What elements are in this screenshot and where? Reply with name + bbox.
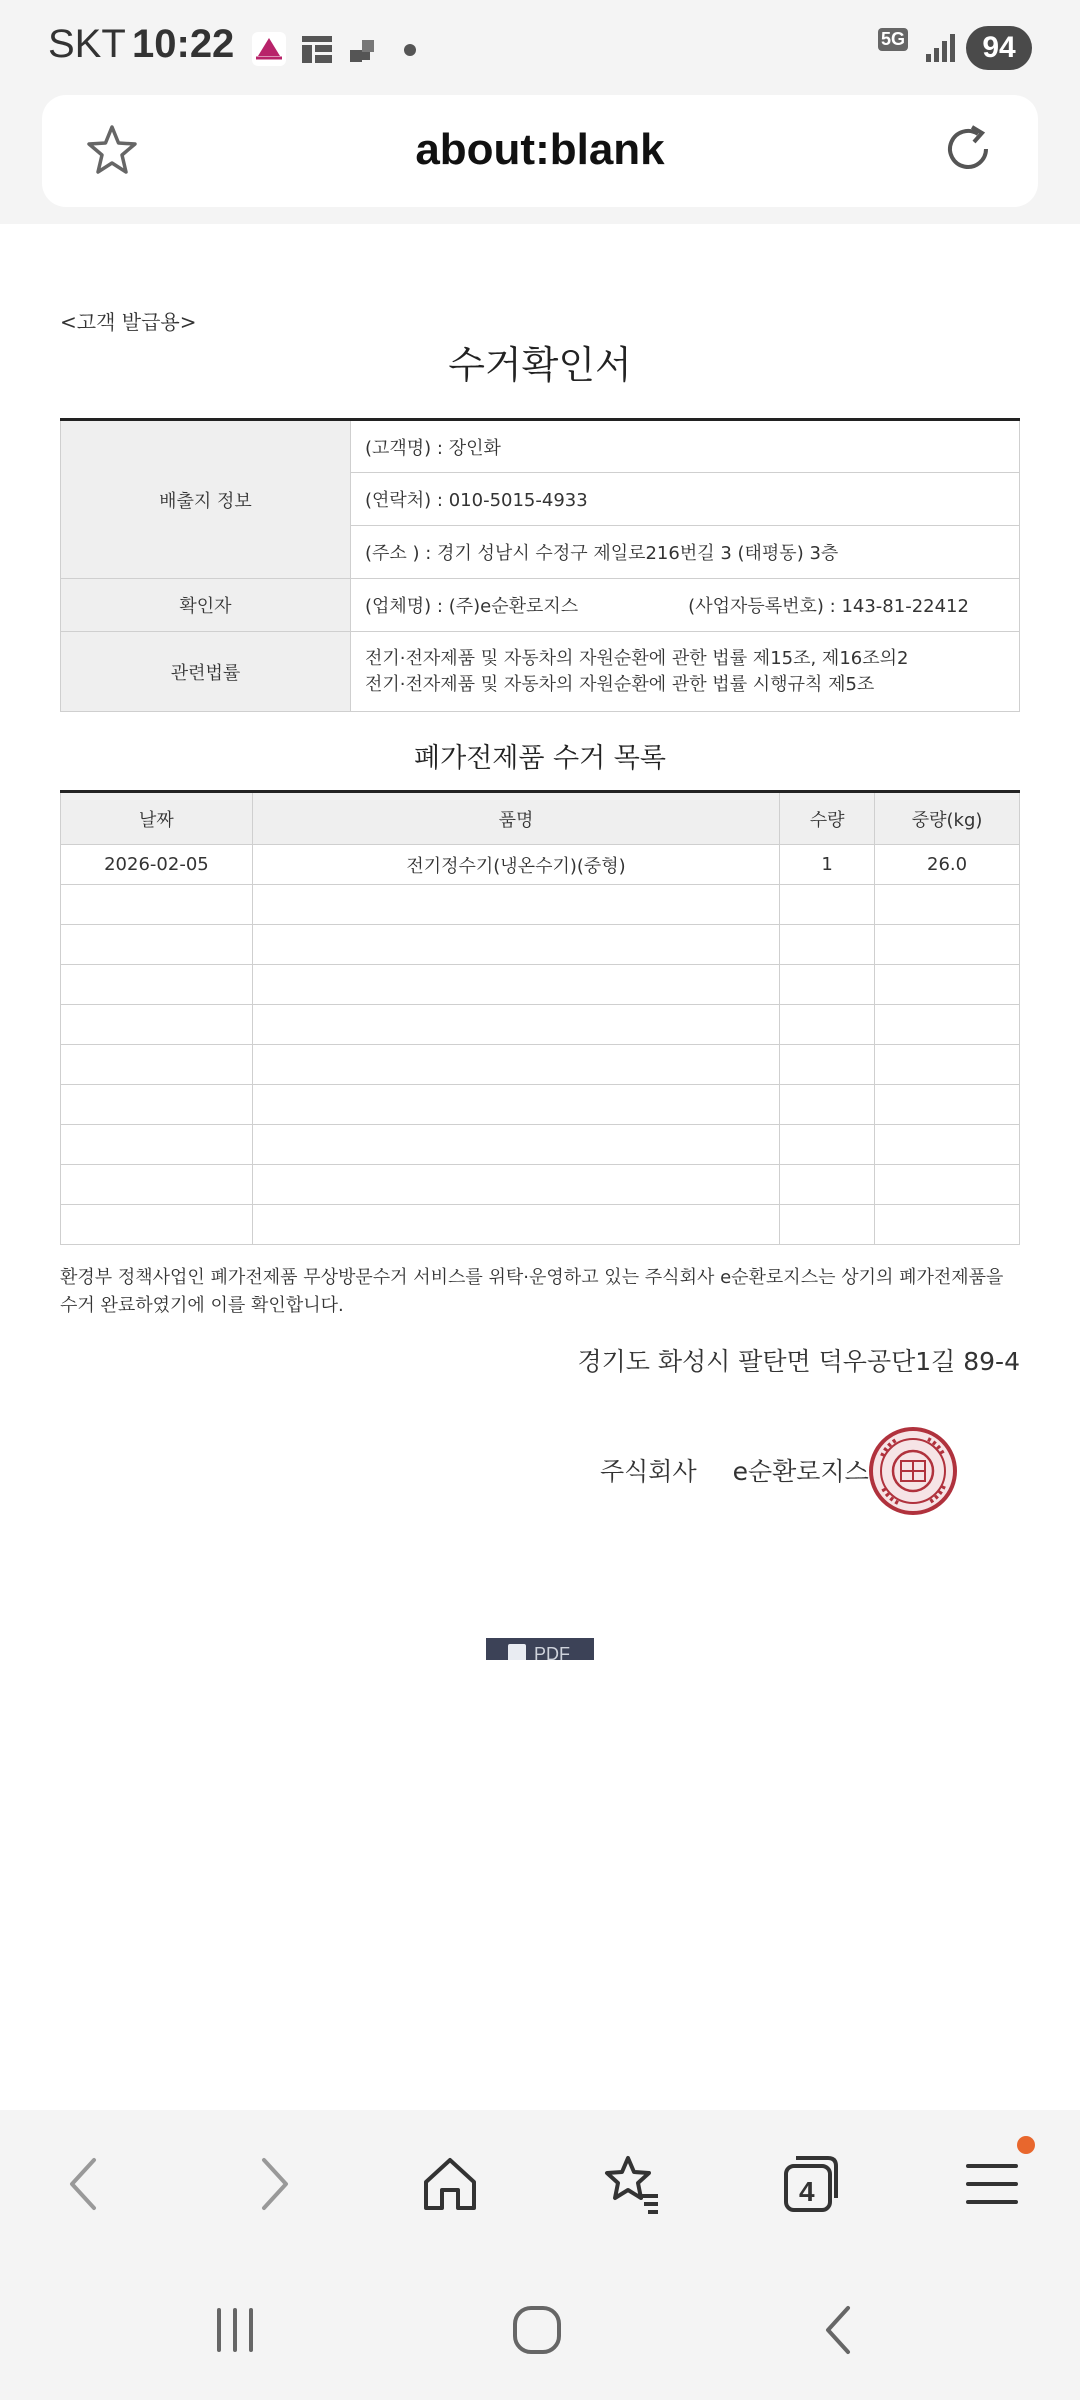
cell-weight (875, 1005, 1020, 1045)
cell-item (252, 1085, 779, 1125)
tab-count: 4 (799, 2176, 815, 2207)
business-number: (사업자등록번호) : 143-81-22412 (688, 596, 969, 617)
cell-date (61, 925, 253, 965)
carrier-label: SKT (48, 22, 126, 66)
cell-item (252, 1005, 779, 1045)
cell-weight (875, 1125, 1020, 1165)
cell-weight (875, 965, 1020, 1005)
cell-item (252, 885, 779, 925)
confirmer-label: 확인자 (61, 579, 351, 632)
cell-weight (875, 1205, 1020, 1245)
table-row (61, 885, 1020, 925)
forward-icon[interactable] (240, 2152, 304, 2216)
confirmer-info (351, 579, 1020, 632)
cell-date: 2026-02-05 (61, 845, 253, 885)
table-row (61, 845, 1020, 885)
law-line: 전기·전자제품 및 자동차의 자원순환에 관한 법률 시행규칙 제5조 (365, 673, 875, 695)
pdf-icon (508, 1644, 526, 1660)
pdf-download-button[interactable] (486, 1638, 594, 1660)
table-row (61, 965, 1020, 1005)
home-icon[interactable] (418, 2152, 482, 2216)
table-row (61, 1165, 1020, 1205)
table-row (61, 1205, 1020, 1245)
grid-notification-icon (300, 32, 334, 66)
cell-item (252, 1125, 779, 1165)
gallery-notification-icon (346, 32, 380, 66)
clock: 10:22 (132, 22, 235, 66)
table-row (61, 1005, 1020, 1045)
issue-label: <고객 발급용> (60, 310, 197, 334)
app-notification-icon (252, 32, 286, 66)
origin-label: 배출지 정보 (61, 420, 351, 579)
cell-date (61, 1125, 253, 1165)
more-notifications-dot (404, 44, 416, 56)
cell-date (61, 1005, 253, 1045)
cell-weight (875, 1085, 1020, 1125)
cell-quantity: 1 (780, 845, 875, 885)
cell-date (61, 1205, 253, 1245)
company-name: (업체명) : (주)e순환로지스 (365, 596, 579, 617)
table-row (61, 1125, 1020, 1165)
customer-name: (고객명) : 장인화 (351, 420, 1020, 473)
cell-weight (875, 885, 1020, 925)
home-icon[interactable] (507, 2300, 567, 2360)
back-icon[interactable] (810, 2300, 870, 2360)
recents-icon[interactable] (205, 2300, 265, 2360)
table-row (61, 1085, 1020, 1125)
table-row (61, 1045, 1020, 1085)
customer-contact: (연락처) : 010-5015-4933 (351, 473, 1020, 526)
cell-date (61, 1085, 253, 1125)
law-line: 전기·전자제품 및 자동차의 자원순환에 관한 법률 제15조, 제16조의2 (365, 647, 909, 669)
company-address: 경기도 화성시 팔탄면 덕우공단1길 89-4 (577, 1347, 1020, 1376)
cell-item (252, 925, 779, 965)
collection-list-table (60, 790, 1020, 1245)
network-5g-icon: 5G (878, 28, 914, 68)
cell-weight (875, 1165, 1020, 1205)
cell-quantity (780, 925, 875, 965)
cell-item: 전기정수기(냉온수기)(중형) (252, 845, 779, 885)
law-label: 관련법률 (61, 632, 351, 712)
cell-item (252, 1045, 779, 1085)
cell-quantity (780, 965, 875, 1005)
collection-list-title: 폐가전제품 수거 목록 (414, 743, 666, 774)
customer-address: (주소 ) : 경기 성남시 수정구 제일로216번길 3 (태평동) 3층 (351, 526, 1020, 579)
cell-weight (875, 1045, 1020, 1085)
header-quantity: 수량 (780, 792, 875, 845)
cell-item (252, 1165, 779, 1205)
cell-quantity (780, 1085, 875, 1125)
company-signature (600, 1452, 869, 1488)
cell-date (61, 1045, 253, 1085)
web-page (0, 224, 1080, 2110)
document-title: 수거확인서 (448, 343, 632, 387)
tabs-button[interactable] (778, 2152, 842, 2216)
back-icon[interactable] (54, 2152, 118, 2216)
cell-item (252, 965, 779, 1005)
menu-notification-badge (1017, 2136, 1035, 2154)
company-type: 주식회사 (600, 1457, 697, 1486)
cell-date (61, 885, 253, 925)
system-nav-bar (0, 2260, 1080, 2400)
cell-quantity (780, 1165, 875, 1205)
cell-weight: 26.0 (875, 845, 1020, 885)
cell-quantity (780, 1045, 875, 1085)
status-bar (0, 0, 1080, 95)
pdf-label: PDF (534, 1644, 570, 1660)
cell-date (61, 965, 253, 1005)
header-weight: 중량(kg) (875, 792, 1020, 845)
cell-quantity (780, 1205, 875, 1245)
bookmarks-icon[interactable] (598, 2152, 662, 2216)
menu-icon[interactable] (960, 2152, 1024, 2216)
cell-quantity (780, 1125, 875, 1165)
cell-quantity (780, 885, 875, 925)
reload-icon[interactable] (938, 119, 998, 179)
cell-date (61, 1165, 253, 1205)
law-text (351, 632, 1020, 712)
cell-weight (875, 925, 1020, 965)
url-bar[interactable] (42, 95, 1038, 207)
cell-quantity (780, 1005, 875, 1045)
signal-icon (924, 30, 958, 64)
info-table (60, 418, 1020, 712)
header-date: 날짜 (61, 792, 253, 845)
battery-indicator: 94 (966, 26, 1032, 70)
company-seal-icon (868, 1426, 958, 1516)
company-title: e순환로지스 (732, 1457, 869, 1486)
header-item: 품명 (252, 792, 779, 845)
table-header-row (61, 792, 1020, 845)
table-row (61, 925, 1020, 965)
confirmation-text: 환경부 정책사업인 폐가전제품 무상방문수거 서비스를 위탁·운영하고 있는 주식회사 e순환로지스는 상기의 폐가전제품을 수거 완료하였기에 이를 확인합니다. (60, 1267, 1004, 1316)
browser-toolbar (0, 2110, 1080, 2260)
page-url[interactable]: about:blank (415, 125, 665, 174)
cell-item (252, 1205, 779, 1245)
